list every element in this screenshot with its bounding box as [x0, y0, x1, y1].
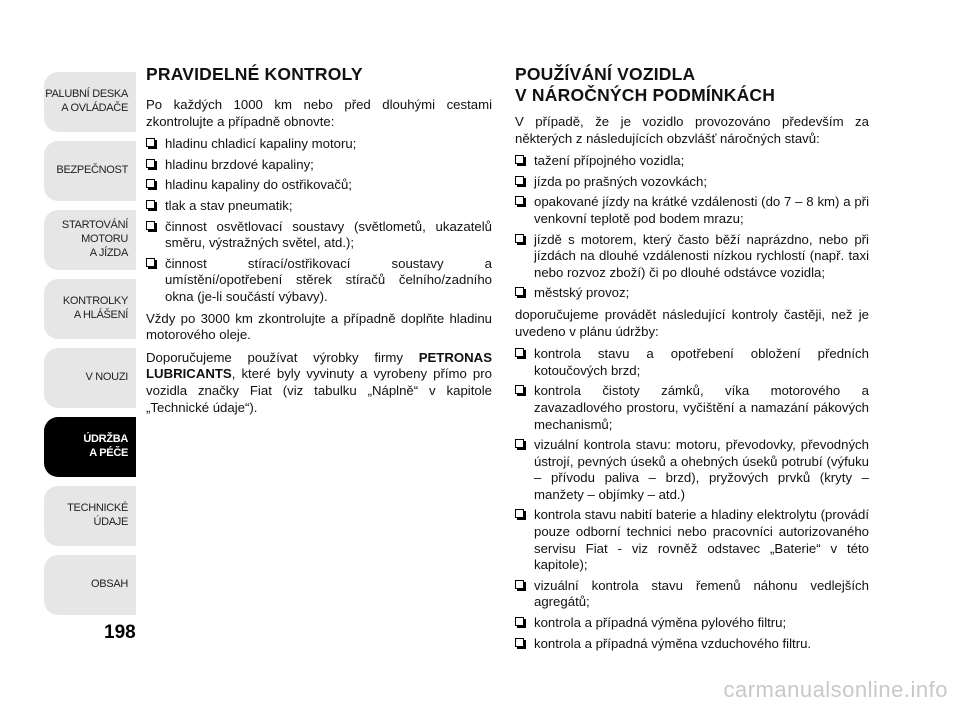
section-title-regular-checks: PRAVIDELNÉ KONTROLY: [146, 64, 363, 84]
chapter-sidebar: [44, 72, 136, 624]
paragraph: [146, 350, 492, 416]
list-item-text: kontrola a případná výměna pylového filtru;: [534, 615, 787, 631]
checkbox-bullet-icon: [515, 155, 524, 164]
list-item: [146, 198, 492, 215]
list-item: [515, 383, 869, 433]
list-item-text: kontrola stavu a opotřebení obložení předních kotoučových brzd;: [534, 346, 869, 378]
paragraph: V případě, že je vozidlo provozováno především za některých z následujících obzvlášť náročných stavů:: [515, 114, 869, 146]
list-item: [515, 346, 869, 379]
tab-obsah[interactable]: [44, 555, 136, 615]
list-item: [146, 177, 492, 194]
list-item-text: činnost stírací/ostřikovací soustavy a umístění/opotřebení stěrek stíračů čelního/zadního okna (je-li součástí výbavy).: [165, 255, 492, 304]
list-item-text: kontrola stavu nabití baterie a hladiny elektrolytu (provádí pouze odborní technici nebo pracovníci autorizovaného servisu Fiat - viz rovněž odstavec „Baterie“ v této kapitole);: [534, 507, 869, 573]
watermark: carmanualsonline.info: [723, 677, 948, 702]
checkbox-bullet-icon: [515, 234, 524, 243]
title-line: V NÁROČNÝCH PODMÍNKÁCH: [515, 85, 776, 105]
paragraph: doporučujeme provádět následující kontroly častěji, než je uvedeno v plánu údržby:: [515, 306, 869, 339]
paragraph-text: Doporučujeme používat výrobky firmy: [146, 349, 419, 365]
tab-label: ÚDRŽBA A PÉČE: [83, 433, 128, 459]
list-item: [515, 194, 869, 227]
list-item: [515, 285, 869, 302]
list-item: [515, 615, 869, 632]
tab-label: V NOUZI: [85, 371, 128, 384]
tab-technicke-udaje[interactable]: [44, 486, 136, 546]
list-item-text: činnost osvětlovací soustavy (světlometů, ukazatelů směru, výstražných světel, atd.);: [165, 218, 492, 251]
checkbox-bullet-icon: [146, 200, 155, 209]
list-item: [515, 437, 869, 503]
list-item-text: hladinu chladicí kapaliny motoru;: [165, 136, 357, 152]
tab-label: KONTROLKY A HLÁŠENÍ: [62, 295, 128, 321]
tab-udrzba-active[interactable]: [44, 417, 136, 477]
checkbox-bullet-icon: [146, 138, 155, 147]
list-item-text: tlak a stav pneumatik;: [165, 197, 293, 213]
checkbox-bullet-icon: [515, 509, 524, 518]
list-item: [515, 507, 869, 573]
list-item-text: jízda po prašných vozovkách;: [534, 173, 707, 189]
list-item-text: hladinu brzdové kapaliny;: [165, 156, 314, 172]
tab-kontrolky[interactable]: [44, 279, 136, 339]
checkbox-bullet-icon: [515, 580, 524, 589]
tab-label: TECHNICKÉ ÚDAJE: [67, 502, 128, 528]
checkbox-bullet-icon: [515, 348, 524, 357]
list-item: [515, 578, 869, 611]
list-item-text: jízdě s motorem, který často běží naprázdno, nebo při jízdách na dlouhé vzdálenosti nízkou rychlostí (např. taxi nebo rozvoz zboží) či po dlouhé odstávce vozidla;: [534, 231, 869, 280]
list-item-text: kontrola a případná výměna vzduchového filtru.: [534, 635, 812, 651]
checkbox-bullet-icon: [146, 221, 155, 230]
checkbox-bullet-icon: [146, 159, 155, 168]
right-column: [515, 64, 869, 657]
list-item: [146, 256, 492, 306]
left-column: [146, 64, 492, 422]
paragraph: Vždy po 3000 km zkontrolujte a případně doplňte hladinu motorového oleje.: [146, 310, 492, 343]
maintenance-checks-list: [515, 346, 869, 652]
page-number: 198: [104, 622, 136, 643]
check-list: [146, 136, 492, 305]
list-item-text: opakované jízdy na krátké vzdálenosti (do 7 – 8 km) a při venkovní teplotě pod bodem mrazu;: [534, 194, 869, 226]
checkbox-bullet-icon: [515, 638, 524, 647]
checkbox-bullet-icon: [515, 617, 524, 626]
list-item: [515, 636, 869, 653]
tab-label: STARTOVÁNÍ MOTORU A JÍZDA: [61, 219, 128, 259]
list-item-text: vizuální kontrola stavu řemenů náhonu vedlejších agregátů;: [534, 577, 869, 610]
checkbox-bullet-icon: [515, 439, 524, 448]
tab-palubni-deska[interactable]: [44, 72, 136, 132]
list-item-text: kontrola čistoty zámků, víka motorového a zavazadlového prostoru, vyčištění a namazání pákových mechanismů;: [534, 383, 869, 432]
checkbox-bullet-icon: [515, 287, 524, 296]
checkbox-bullet-icon: [146, 179, 155, 188]
paragraph-text: , které byly vyvinuty a vyrobeny přímo pro vozidla značky Fiat (viz tabulku „Náplně“ v kapitole „Technické údaje“).: [146, 366, 492, 415]
list-item: [515, 232, 869, 282]
tab-label: OBSAH: [90, 578, 128, 591]
tab-v-nouzi[interactable]: [44, 348, 136, 408]
list-item-text: městský provoz;: [534, 285, 630, 301]
paragraph: Po každých 1000 km nebo před dlouhými cestami zkontrolujte a případně obnovte:: [146, 97, 492, 129]
checkbox-bullet-icon: [515, 196, 524, 205]
checkbox-bullet-icon: [146, 258, 155, 267]
list-item-text: tažení přípojného vozidla;: [534, 153, 685, 169]
tab-label: BEZPEČNOST: [56, 164, 128, 177]
section-title-demanding-conditions: [515, 64, 869, 106]
checkbox-bullet-icon: [515, 176, 524, 185]
tab-label: PALUBNÍ DESKA A OVLÁDAČE: [45, 88, 128, 114]
title-line: POUŽÍVÁNÍ VOZIDLA: [515, 64, 696, 84]
list-item-text: vizuální kontrola stavu: motoru, převodovky, převodných ústrojí, pevných úseků a ohebných úseků potrubí (výfuku – přívodu paliva – brzd), pryžových prvků (kryty – manžety – objímky – atd.): [534, 437, 869, 502]
list-item: [146, 136, 492, 153]
list-item: [146, 157, 492, 174]
conditions-list: [515, 153, 869, 302]
list-item-text: hladinu kapaliny do ostřikovačů;: [165, 177, 352, 193]
list-item: [146, 219, 492, 252]
list-item: [515, 153, 869, 170]
list-item: [515, 174, 869, 191]
brand-name: PETRONAS LUBRICANTS: [146, 349, 492, 382]
tab-startovani[interactable]: [44, 210, 136, 270]
tab-bezpecnost[interactable]: [44, 141, 136, 201]
checkbox-bullet-icon: [515, 385, 524, 394]
